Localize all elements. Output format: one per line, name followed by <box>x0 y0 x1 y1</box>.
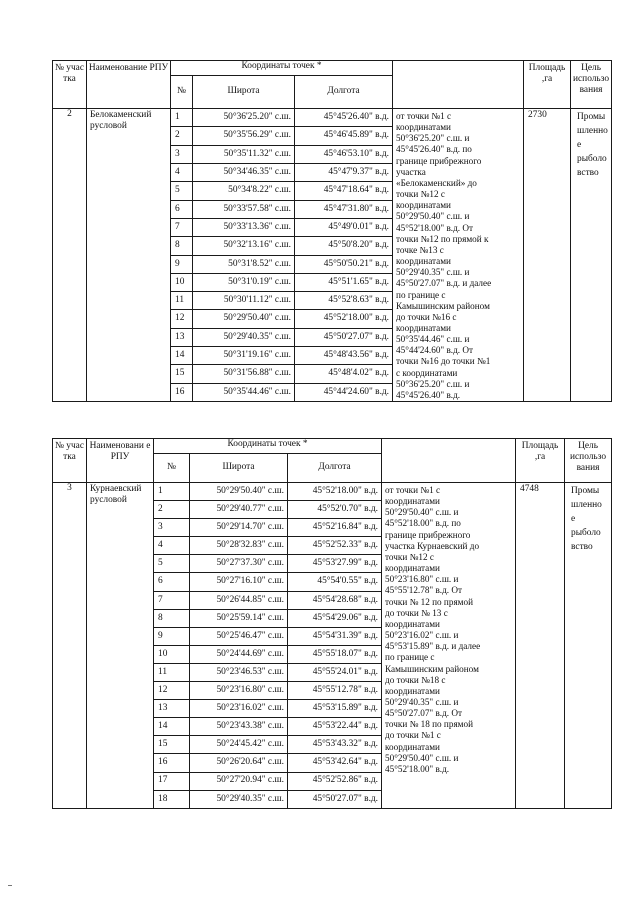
description-line: от точки №1 с <box>385 485 441 495</box>
point-longitude: 45°50'8.20" в.д. <box>295 237 393 255</box>
header-coordinates: Координаты точек * <box>171 61 393 76</box>
description-line: координатами <box>385 685 440 696</box>
description-line: точки №12 по прямой к <box>396 233 489 244</box>
point-longitude: 45°53'42.64" в.д. <box>288 754 382 772</box>
rpu-name: Белокаменский русловой <box>87 109 171 402</box>
point-longitude: 45°47'18.64" в.д. <box>295 182 393 200</box>
point-number: 8 <box>154 609 190 627</box>
point-number: 6 <box>154 573 190 591</box>
point-latitude: 50°24'45.42" с.ш. <box>190 736 288 754</box>
description-line: координатами <box>396 256 451 267</box>
description-line: точки №12 с <box>385 551 434 562</box>
point-longitude: 45°52'16.84" в.д. <box>288 519 382 537</box>
point-number: 6 <box>171 200 193 218</box>
point-latitude: 50°29'40.77" с.ш. <box>190 501 288 519</box>
point-number: 8 <box>171 237 193 255</box>
point-longitude: 45°55'12.78" в.д. <box>288 682 382 700</box>
description-line: 50°35'44.46" с.ш. и <box>396 334 470 345</box>
header-area-number: № учас тка <box>53 61 87 109</box>
point-longitude: 45°46'45.89" в.д. <box>295 127 393 145</box>
point-number: 4 <box>154 537 190 555</box>
purpose-line: рыболо <box>571 528 601 538</box>
point-longitude: 45°53'27.99" в.д. <box>288 555 382 573</box>
description-line: координатами <box>396 322 451 333</box>
point-latitude: 50°29'40.35" с.ш. <box>193 328 295 346</box>
point-latitude: 50°29'50.40" с.ш. <box>193 310 295 328</box>
description-line: координатами <box>396 122 451 133</box>
point-number: 10 <box>154 645 190 663</box>
point-latitude: 50°31'56.88" с.ш. <box>193 365 295 383</box>
point-latitude: 50°27'16.10" с.ш. <box>190 573 288 591</box>
purpose-line: Промы <box>571 486 600 496</box>
description-line: точки №16 до точки №1 <box>396 356 491 367</box>
boundary-description <box>393 109 524 402</box>
point-latitude: 50°29'14.70" с.ш. <box>190 519 288 537</box>
area-hectares: 4748 <box>516 483 565 809</box>
point-longitude: 45°48'4.02" в.д. <box>295 365 393 383</box>
point-number: 14 <box>171 347 193 365</box>
point-number: 3 <box>154 519 190 537</box>
area-hectares: 2730 <box>524 109 571 402</box>
point-longitude: 45°54'28.68" в.д. <box>288 591 382 609</box>
point-latitude: 50°35'56.29" с.ш. <box>193 127 295 145</box>
description-line: 50°29'50.40" с.ш. и <box>396 211 470 222</box>
description-line: 50°23'16.80" с.ш. и <box>385 574 459 585</box>
header-purpose: Цель использо вания <box>565 439 612 483</box>
scan-mark <box>8 885 12 886</box>
point-latitude: 50°34'8.22" с.ш. <box>193 182 295 200</box>
description-line: 45°52'18.00" в.д. по <box>385 518 461 529</box>
description-line: точки № 12 по прямой <box>385 596 473 607</box>
point-latitude: 50°23'46.53" с.ш. <box>190 663 288 681</box>
point-number: 9 <box>171 255 193 273</box>
point-number: 11 <box>171 292 193 310</box>
description-line: «Белокаменский» до <box>396 177 477 188</box>
point-number: 11 <box>154 663 190 681</box>
point-number: 2 <box>171 127 193 145</box>
description-line: до точки №16 с <box>396 311 457 322</box>
description-line: 45°50'27.07" в.д. и далее <box>396 278 492 289</box>
header-area-number: № учас тка <box>53 439 87 483</box>
description-line: координатами <box>385 496 440 507</box>
point-number: 2 <box>154 501 190 519</box>
description-line: точке №13 с <box>396 244 444 255</box>
point-longitude: 45°44'24.60" в.д. <box>295 383 393 401</box>
point-number: 7 <box>154 591 190 609</box>
point-number: 5 <box>171 182 193 200</box>
point-latitude: 50°29'40.35" с.ш. <box>190 790 288 808</box>
header-purpose: Цель использо вания <box>571 61 612 109</box>
point-longitude: 45°52'52.33" в.д. <box>288 537 382 555</box>
description-line: 50°23'16.02" с.ш. и <box>385 630 459 641</box>
description-line: 45°50'27.07" в.д. От <box>385 708 463 719</box>
point-latitude: 50°23'16.80" с.ш. <box>190 682 288 700</box>
header-area-ha: Площадь ,га <box>524 61 571 109</box>
point-number: 17 <box>154 772 190 790</box>
point-longitude: 45°52'0.70" в.д. <box>288 501 382 519</box>
point-latitude: 50°32'13.16" с.ш. <box>193 237 295 255</box>
coordinate-row <box>53 109 612 127</box>
point-latitude: 50°30'11.12" с.ш. <box>193 292 295 310</box>
header-coordinates: Координаты точек * <box>154 439 382 454</box>
point-longitude: 45°50'27.07" в.д. <box>295 328 393 346</box>
point-number: 1 <box>171 109 193 127</box>
point-number: 4 <box>171 163 193 181</box>
point-longitude: 45°46'53.10" в.д. <box>295 145 393 163</box>
rpu-name: Курнаевский русловой <box>87 483 154 809</box>
description-line: координатами <box>396 200 451 211</box>
point-longitude: 45°47'9.37" в.д. <box>295 163 393 181</box>
description-line: Камышинским районом <box>385 663 479 674</box>
description-line: координатами <box>385 563 440 574</box>
point-number: 9 <box>154 627 190 645</box>
point-longitude: 45°48'43.56" в.д. <box>295 347 393 365</box>
description-line: по границе с <box>396 289 446 300</box>
description-line: границе прибрежного <box>385 529 471 540</box>
point-latitude: 50°24'44.69" с.ш. <box>190 645 288 663</box>
point-longitude: 45°53'43.32" в.д. <box>288 736 382 754</box>
description-line: 45°52'18.00" в.д. <box>385 763 450 774</box>
point-longitude: 45°52'8.63" в.д. <box>295 292 393 310</box>
point-latitude: 50°23'16.02" с.ш. <box>190 700 288 718</box>
fishing-area-table-2 <box>52 60 612 402</box>
point-number: 12 <box>154 682 190 700</box>
description-line: 45°55'12.78" в.д. От <box>385 585 463 596</box>
description-line: Камышинским районом <box>396 300 490 311</box>
point-latitude: 50°26'44.85" с.ш. <box>190 591 288 609</box>
point-longitude: 45°52'18.00" в.д. <box>295 310 393 328</box>
description-line: 50°29'50.40" с.ш. и <box>385 752 459 763</box>
description-line: до точки №1 с <box>385 730 441 741</box>
description-line: 50°36'25.20" с.ш. и <box>396 378 470 389</box>
area-number: 3 <box>53 483 87 809</box>
header-latitude: Широта <box>193 76 295 109</box>
coordinate-row <box>53 483 612 501</box>
point-longitude: 45°52'52.86" в.д. <box>288 772 382 790</box>
header-longitude: Долгота <box>288 454 382 483</box>
description-line: участка <box>396 166 426 177</box>
description-line: от точки №1 с <box>396 111 452 121</box>
point-latitude: 50°31'19.16" с.ш. <box>193 347 295 365</box>
header-description <box>382 439 516 483</box>
description-line: участка Курнаевский до <box>385 540 480 551</box>
usage-purpose <box>571 109 612 402</box>
purpose-line: шленно <box>571 500 602 510</box>
point-latitude: 50°34'46.35" с.ш. <box>193 163 295 181</box>
point-longitude: 45°52'18.00" в.д. <box>288 483 382 501</box>
purpose-line: е <box>577 140 582 150</box>
description-line: с координатами <box>396 367 458 378</box>
description-line: до точки №18 с <box>385 674 446 685</box>
header-rpu-name: Наименование РПУ <box>87 61 171 109</box>
description-line: точки № 18 по прямой <box>385 719 473 730</box>
point-latitude: 50°26'20.64" с.ш. <box>190 754 288 772</box>
point-latitude: 50°23'43.38" с.ш. <box>190 718 288 736</box>
point-latitude: 50°25'59.14" с.ш. <box>190 609 288 627</box>
description-line: координатами <box>385 741 440 752</box>
point-latitude: 50°29'50.40" с.ш. <box>190 483 288 501</box>
header-description <box>393 61 524 109</box>
point-number: 3 <box>171 145 193 163</box>
header-latitude: Широта <box>190 454 288 483</box>
point-longitude: 45°54'31.39" в.д. <box>288 627 382 645</box>
point-number: 16 <box>171 383 193 401</box>
area-number: 2 <box>53 109 87 402</box>
point-number: 10 <box>171 273 193 291</box>
description-line: точки №12 с <box>396 189 445 200</box>
point-number: 7 <box>171 218 193 236</box>
point-latitude: 50°25'46.47" с.ш. <box>190 627 288 645</box>
point-longitude: 45°54'0.55" в.д. <box>288 573 382 591</box>
description-line: 45°45'26.40" в.д. по <box>396 144 472 155</box>
point-number: 13 <box>154 700 190 718</box>
purpose-line: рыболо <box>577 154 607 164</box>
header-point-number: № <box>154 454 190 483</box>
description-line: 50°29'50.40" с.ш. и <box>385 507 459 518</box>
point-number: 15 <box>171 365 193 383</box>
point-longitude: 45°50'27.07" в.д. <box>288 790 382 808</box>
point-latitude: 50°27'20.94" с.ш. <box>190 772 288 790</box>
description-line: 50°29'40.35" с.ш. и <box>385 696 459 707</box>
point-longitude: 45°50'50.21" в.д. <box>295 255 393 273</box>
description-line: границе прибрежного <box>396 155 482 166</box>
point-latitude: 50°28'32.83" с.ш. <box>190 537 288 555</box>
point-latitude: 50°33'57.58" с.ш. <box>193 200 295 218</box>
point-latitude: 50°31'0.19" с.ш. <box>193 273 295 291</box>
point-number: 5 <box>154 555 190 573</box>
point-latitude: 50°27'37.30" с.ш. <box>190 555 288 573</box>
description-line: 45°45'26.40" в.д. <box>396 389 461 400</box>
description-line: 45°52'18.00" в.д. От <box>396 222 474 233</box>
point-number: 13 <box>171 328 193 346</box>
header-rpu-name: Наименовани е РПУ <box>87 439 154 483</box>
description-line: 50°29'40.35" с.ш. и <box>396 267 470 278</box>
point-longitude: 45°51'1.65" в.д. <box>295 273 393 291</box>
point-number: 14 <box>154 718 190 736</box>
purpose-line: шленно <box>577 126 608 136</box>
description-line: координатами <box>385 618 440 629</box>
purpose-line: Промы <box>577 112 606 122</box>
purpose-line: вство <box>577 168 599 178</box>
point-longitude: 45°47'31.80" в.д. <box>295 200 393 218</box>
header-longitude: Долгота <box>295 76 393 109</box>
point-number: 18 <box>154 790 190 808</box>
point-longitude: 45°53'22.44" в.д. <box>288 718 382 736</box>
description-line: 45°44'24.60" в.д. От <box>396 345 474 356</box>
purpose-line: вство <box>571 542 593 552</box>
usage-purpose <box>565 483 612 809</box>
point-latitude: 50°33'13.36" с.ш. <box>193 218 295 236</box>
purpose-line: е <box>571 514 576 524</box>
point-longitude: 45°49'0.01" в.д. <box>295 218 393 236</box>
description-line: по границе с <box>385 652 435 663</box>
point-longitude: 45°54'29.06" в.д. <box>288 609 382 627</box>
point-longitude: 45°45'26.40" в.д. <box>295 109 393 127</box>
description-line: 45°53'15.89" в.д. и далее <box>385 641 481 652</box>
point-number: 1 <box>154 483 190 501</box>
description-line: до точки № 13 с <box>385 607 448 618</box>
point-longitude: 45°55'24.01" в.д. <box>288 663 382 681</box>
point-latitude: 50°35'44.46" с.ш. <box>193 383 295 401</box>
point-number: 12 <box>171 310 193 328</box>
point-latitude: 50°35'11.32" с.ш. <box>193 145 295 163</box>
point-number: 15 <box>154 736 190 754</box>
fishing-area-table-3 <box>52 438 612 809</box>
header-point-number: № <box>171 76 193 109</box>
point-latitude: 50°31'8.52" с.ш. <box>193 255 295 273</box>
point-latitude: 50°36'25.20" с.ш. <box>193 109 295 127</box>
point-longitude: 45°55'18.07" в.д. <box>288 645 382 663</box>
boundary-description <box>382 483 516 809</box>
header-area-ha: Площадь ,га <box>516 439 565 483</box>
point-longitude: 45°53'15.89" в.д. <box>288 700 382 718</box>
description-line: 50°36'25.20" с.ш. и <box>396 133 470 144</box>
point-number: 16 <box>154 754 190 772</box>
